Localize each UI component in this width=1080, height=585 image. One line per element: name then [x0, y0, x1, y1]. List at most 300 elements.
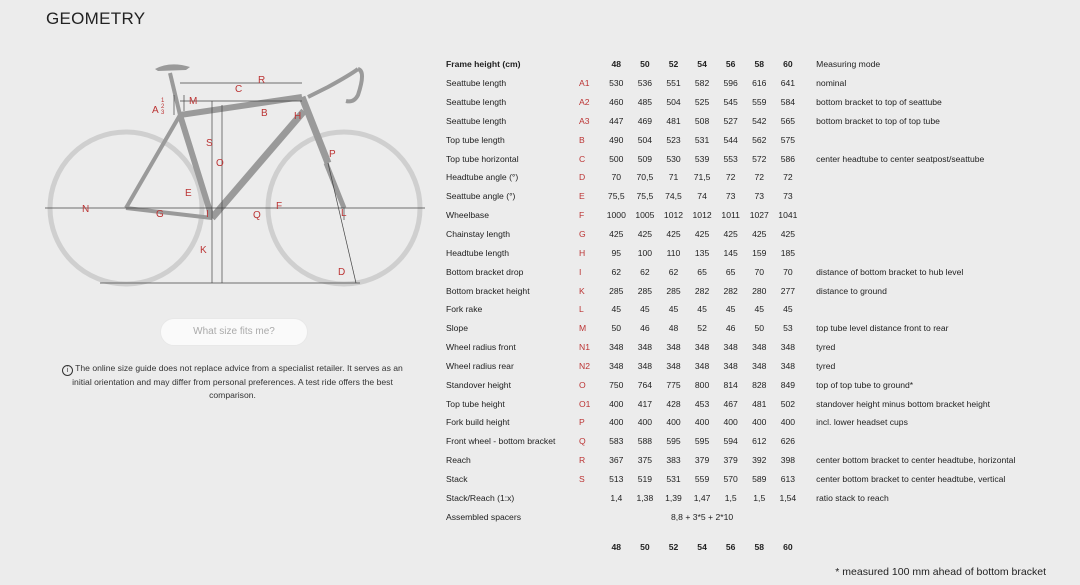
row-value: 400 — [723, 417, 738, 428]
row-value: 348 — [609, 342, 624, 353]
diagram-label-c: C — [235, 84, 243, 95]
table-row — [446, 262, 1015, 281]
row-value: 46 — [725, 323, 736, 334]
row-label: Headtube length — [446, 247, 510, 258]
row-value: 559 — [694, 473, 710, 484]
row-mode — [802, 300, 1015, 319]
row-value: 553 — [723, 153, 738, 164]
row-label: Reach — [446, 455, 471, 466]
diagram-label-r: R — [258, 75, 266, 86]
spacers-value: 8,8 + 3*5 + 2*10 — [671, 511, 734, 522]
row-value: 828 — [752, 379, 767, 390]
disclaimer — [60, 362, 405, 401]
row-value: 379 — [694, 455, 710, 466]
row-value: 582 — [694, 78, 710, 89]
row-label: Seattube angle (°) — [446, 191, 516, 202]
table-row — [446, 225, 1015, 244]
row-label: Chainstay length — [446, 229, 511, 240]
size-footer: 54 — [697, 541, 707, 552]
table-row — [446, 319, 1015, 338]
row-value: 52 — [697, 323, 707, 334]
footnote: * measured 100 mm ahead of bottom bracket — [835, 566, 1046, 578]
diagram-label-a: A — [152, 105, 159, 116]
row-value: 417 — [637, 398, 653, 409]
row-value: 400 — [694, 417, 710, 428]
row-value: 46 — [640, 323, 650, 334]
row-mode: nominal — [816, 78, 847, 89]
row-value: 447 — [609, 115, 624, 126]
row-value: 565 — [780, 115, 796, 126]
row-value: 277 — [780, 285, 796, 296]
size-header: 54 — [697, 59, 707, 70]
disclaimer-text: The online size guide does not replace advice from a specialist retailer. It serves as an initial orientation and may differ from personal preferences. A test ride offers the best comparison. — [72, 363, 403, 400]
row-label: Front wheel - bottom bracket — [446, 436, 556, 447]
page-title: GEOMETRY — [46, 9, 146, 28]
row-code: I — [579, 266, 582, 277]
row-value: 348 — [723, 342, 738, 353]
row-code: R — [579, 455, 586, 466]
diagram-label-e: E — [185, 188, 192, 199]
row-value: 425 — [666, 229, 681, 240]
diagram-label-s: S — [206, 138, 213, 149]
row-value: 75,5 — [636, 191, 654, 202]
row-value: 616 — [752, 78, 767, 89]
row-value: 504 — [637, 134, 653, 145]
row-value: 70 — [611, 172, 622, 183]
row-value: 425 — [694, 229, 710, 240]
row-label: Slope — [446, 323, 468, 334]
row-value: 1041 — [778, 210, 798, 221]
row-value: 348 — [694, 360, 710, 371]
row-value: 72 — [783, 172, 793, 183]
row-value: 594 — [723, 436, 738, 447]
row-value: 62 — [611, 266, 622, 277]
table-row — [446, 243, 1015, 262]
row-value: 100 — [637, 247, 653, 258]
row-value: 400 — [780, 417, 796, 428]
row-value: 285 — [609, 285, 624, 296]
row-value: 379 — [723, 455, 738, 466]
row-code: A1 — [579, 78, 590, 89]
diagram-label-g: G — [156, 209, 164, 220]
table-row — [446, 488, 1015, 507]
row-value: 400 — [637, 417, 653, 428]
row-value: 425 — [752, 229, 767, 240]
size-header: 60 — [783, 59, 793, 70]
diagram-label-q: Q — [253, 210, 261, 221]
row-value: 849 — [780, 379, 796, 390]
diagram-label-l: L — [341, 208, 347, 219]
diagram-label-h: H — [294, 111, 302, 122]
row-value: 145 — [723, 247, 738, 258]
row-value: 62 — [640, 266, 650, 277]
row-value: 612 — [752, 436, 767, 447]
row-code: Q — [579, 436, 586, 447]
row-value: 72 — [754, 172, 765, 183]
row-value: 1027 — [749, 210, 769, 221]
row-value: 62 — [668, 266, 679, 277]
row-code: G — [579, 229, 586, 240]
row-value: 367 — [609, 455, 624, 466]
row-value: 1,39 — [665, 492, 682, 503]
row-value: 775 — [666, 379, 681, 390]
row-value: 45 — [783, 304, 793, 315]
row-code: K — [579, 285, 585, 296]
row-mode — [802, 168, 1015, 187]
row-code: N2 — [579, 360, 590, 371]
row-value: 348 — [637, 342, 653, 353]
size-footer: 58 — [754, 541, 765, 552]
mode-header: Measuring mode — [816, 59, 881, 70]
row-label: Seattube length — [446, 97, 507, 108]
row-value: 348 — [666, 342, 681, 353]
row-value: 72 — [725, 172, 736, 183]
row-value: 596 — [723, 78, 738, 89]
table-row — [446, 300, 1015, 319]
row-value: 641 — [780, 78, 796, 89]
row-value: 73 — [754, 191, 765, 202]
row-value: 460 — [609, 97, 624, 108]
row-value: 500 — [609, 153, 624, 164]
row-value: 575 — [780, 134, 796, 145]
table-row — [446, 394, 1015, 413]
row-value: 50 — [611, 323, 622, 334]
row-value: 527 — [723, 115, 738, 126]
row-value: 485 — [637, 97, 653, 108]
row-value: 531 — [694, 134, 710, 145]
table-row — [446, 375, 1015, 394]
size-header: 48 — [611, 59, 622, 70]
row-value: 1011 — [721, 210, 740, 221]
row-code: A3 — [579, 115, 590, 126]
diagram-label-d: D — [338, 267, 346, 278]
row-value: 348 — [780, 360, 796, 371]
row-mode — [802, 130, 1015, 149]
row-value: 348 — [637, 360, 653, 371]
row-value: 375 — [637, 455, 653, 466]
row-value: 348 — [752, 360, 767, 371]
row-value: 544 — [723, 134, 738, 145]
row-value: 504 — [666, 97, 681, 108]
row-mode: center headtube to center seatpost/seattube — [816, 153, 985, 164]
table-row — [446, 168, 1015, 187]
row-value: 398 — [780, 455, 796, 466]
table-row — [446, 413, 1015, 432]
row-value: 50 — [754, 323, 765, 334]
row-value: 530 — [666, 153, 681, 164]
row-mode: ratio stack to reach — [816, 492, 889, 503]
row-mode: center bottom bracket to center headtube, horizontal — [816, 455, 1016, 466]
table-header-row — [446, 55, 1015, 74]
row-code: C — [579, 153, 586, 164]
diagram-label-b: B — [261, 108, 268, 119]
diagram-label-1: 1 — [161, 98, 165, 104]
row-mode: tyred — [816, 342, 836, 353]
row-value: 400 — [609, 398, 624, 409]
row-mode — [802, 432, 1015, 451]
row-value: 71,5 — [693, 172, 711, 183]
table-row — [446, 93, 1015, 112]
row-value: 481 — [752, 398, 767, 409]
row-mode — [802, 225, 1015, 244]
row-label: Seattube length — [446, 78, 507, 89]
row-value: 508 — [694, 115, 710, 126]
header-label: Frame height (cm) — [446, 59, 521, 70]
row-value: 542 — [752, 115, 767, 126]
table-row — [446, 357, 1015, 376]
row-label: Seattube length — [446, 115, 507, 126]
table-row — [446, 112, 1015, 131]
row-value: 71 — [668, 172, 679, 183]
row-mode: standover height minus bottom bracket height — [816, 398, 991, 409]
row-value: 348 — [666, 360, 681, 371]
row-value: 65 — [697, 266, 707, 277]
size-header: 50 — [640, 59, 650, 70]
size-finder-button[interactable]: What size fits me? — [160, 318, 308, 346]
row-value: 764 — [637, 379, 653, 390]
table-row — [446, 130, 1015, 149]
row-label: Standover height — [446, 379, 511, 390]
row-value: 74,5 — [665, 191, 682, 202]
row-value: 48 — [668, 323, 679, 334]
row-value: 502 — [780, 398, 796, 409]
row-value: 70 — [754, 266, 765, 277]
row-value: 1,5 — [724, 492, 737, 503]
row-value: 425 — [723, 229, 738, 240]
row-value: 1,4 — [610, 492, 623, 503]
table-row — [446, 187, 1015, 206]
row-value: 45 — [697, 304, 707, 315]
row-value: 584 — [780, 97, 796, 108]
table-row — [446, 470, 1015, 489]
size-footer: 56 — [725, 541, 736, 552]
table-footer-size-row — [446, 537, 1015, 556]
row-value: 425 — [780, 229, 796, 240]
row-code: O1 — [579, 398, 591, 409]
diagram-label-m: M — [189, 96, 198, 107]
row-value: 1,54 — [779, 492, 797, 503]
row-code: L — [579, 304, 584, 315]
row-value: 348 — [609, 360, 624, 371]
row-value: 135 — [694, 247, 710, 258]
geometry-table — [446, 55, 1015, 556]
row-value: 45 — [640, 304, 650, 315]
diagram-label-p: P — [329, 149, 336, 160]
row-value: 800 — [694, 379, 710, 390]
row-label: Fork rake — [446, 304, 483, 315]
row-value: 509 — [637, 153, 653, 164]
row-value: 45 — [754, 304, 765, 315]
row-value: 1005 — [635, 210, 655, 221]
row-value: 513 — [609, 473, 624, 484]
table-row — [446, 206, 1015, 225]
row-code: F — [579, 210, 585, 221]
row-code — [579, 488, 602, 507]
size-footer: 50 — [640, 541, 650, 552]
row-value: 589 — [752, 473, 767, 484]
row-label: Headtube angle (°) — [446, 172, 519, 183]
row-value: 73 — [783, 191, 793, 202]
size-footer: 60 — [783, 541, 793, 552]
row-value: 490 — [609, 134, 624, 145]
row-mode: tyred — [816, 360, 836, 371]
row-value: 525 — [694, 97, 710, 108]
row-mode: bottom bracket to top of seattube — [816, 97, 942, 108]
row-value: 45 — [668, 304, 679, 315]
row-value: 586 — [780, 153, 796, 164]
row-value: 523 — [666, 134, 681, 145]
row-value: 551 — [666, 78, 681, 89]
row-value: 392 — [752, 455, 767, 466]
row-value: 400 — [666, 417, 681, 428]
row-mode — [802, 187, 1015, 206]
row-value: 348 — [694, 342, 710, 353]
row-value: 428 — [666, 398, 681, 409]
row-value: 73 — [725, 191, 736, 202]
row-code: P — [579, 417, 585, 428]
row-mode: center bottom bracket to center headtube, vertical — [816, 473, 1006, 484]
row-mode — [802, 243, 1015, 262]
size-header: 56 — [725, 59, 736, 70]
row-code: D — [579, 172, 586, 183]
row-label: Stack/Reach (1:x) — [446, 492, 515, 503]
row-value: 285 — [637, 285, 653, 296]
row-value: 348 — [752, 342, 767, 353]
table-row — [446, 338, 1015, 357]
row-value: 282 — [723, 285, 738, 296]
row-label: Fork build height — [446, 417, 510, 428]
diagram-label-i: I — [206, 209, 209, 220]
row-value: 562 — [752, 134, 767, 145]
row-value: 1,38 — [636, 492, 654, 503]
row-value: 1012 — [692, 210, 712, 221]
table-row — [446, 149, 1015, 168]
row-mode: distance of bottom bracket to hub level — [816, 266, 964, 277]
row-value: 70 — [783, 266, 793, 277]
row-value: 481 — [666, 115, 681, 126]
row-value: 467 — [723, 398, 738, 409]
row-value: 348 — [780, 342, 796, 353]
spacers-row — [446, 507, 1015, 526]
row-label: Wheel radius rear — [446, 360, 514, 371]
row-value: 519 — [637, 473, 653, 484]
row-value: 280 — [752, 285, 767, 296]
row-value: 1,47 — [693, 492, 711, 503]
row-value: 559 — [752, 97, 767, 108]
table-row — [446, 281, 1015, 300]
row-value: 539 — [694, 153, 710, 164]
row-value: 583 — [609, 436, 624, 447]
row-value: 400 — [752, 417, 767, 428]
row-value: 570 — [723, 473, 738, 484]
row-value: 595 — [666, 436, 681, 447]
row-mode: bottom bracket to top of top tube — [816, 115, 940, 126]
row-value: 75,5 — [607, 191, 625, 202]
row-value: 545 — [723, 97, 738, 108]
row-code: B — [579, 134, 585, 145]
row-mode: top tube level distance front to rear — [816, 323, 949, 334]
row-value: 383 — [666, 455, 681, 466]
table-row — [446, 451, 1015, 470]
row-code: O — [579, 379, 586, 390]
diagram-label-3: 3 — [161, 110, 165, 116]
row-value: 282 — [694, 285, 710, 296]
row-value: 613 — [780, 473, 796, 484]
row-value: 53 — [783, 323, 793, 334]
row-code: H — [579, 247, 586, 258]
diagram-label-o: O — [216, 158, 224, 169]
row-code: S — [579, 473, 585, 484]
size-footer: 52 — [668, 541, 679, 552]
diagram-label-f: F — [276, 201, 283, 212]
row-value: 45 — [725, 304, 736, 315]
row-mode: top of top tube to ground* — [816, 379, 914, 390]
spacers-label: Assembled spacers — [446, 511, 521, 522]
row-value: 469 — [637, 115, 653, 126]
size-header: 52 — [668, 59, 679, 70]
row-label: Stack — [446, 473, 468, 484]
row-value: 348 — [723, 360, 738, 371]
row-label: Bottom bracket height — [446, 285, 530, 296]
row-value: 572 — [752, 153, 767, 164]
size-footer: 48 — [611, 541, 622, 552]
row-value: 814 — [723, 379, 738, 390]
info-icon: i — [62, 365, 73, 376]
row-value: 750 — [609, 379, 624, 390]
row-value: 1012 — [663, 210, 684, 221]
table-row — [446, 432, 1015, 451]
row-value: 185 — [780, 247, 796, 258]
row-value: 400 — [609, 417, 624, 428]
row-value: 530 — [609, 78, 624, 89]
row-value: 626 — [780, 436, 796, 447]
row-value: 425 — [609, 229, 624, 240]
row-value: 588 — [637, 436, 653, 447]
row-label: Bottom bracket drop — [446, 266, 524, 277]
row-value: 45 — [611, 304, 622, 315]
bike-geometry-diagram — [40, 45, 430, 305]
row-code: N1 — [579, 342, 590, 353]
row-value: 65 — [725, 266, 736, 277]
row-value: 70,5 — [636, 172, 654, 183]
table-row — [446, 74, 1015, 93]
row-mode: incl. lower headset cups — [816, 417, 908, 428]
row-value: 531 — [666, 473, 681, 484]
row-label: Top tube length — [446, 134, 505, 145]
row-code: M — [579, 323, 587, 334]
row-label: Wheel radius front — [446, 342, 516, 353]
row-value: 536 — [637, 78, 653, 89]
row-mode — [802, 206, 1015, 225]
row-value: 74 — [697, 191, 707, 202]
row-code: A2 — [579, 97, 590, 108]
row-value: 595 — [694, 436, 710, 447]
row-value: 110 — [666, 247, 681, 258]
row-label: Top tube height — [446, 398, 505, 409]
row-value: 159 — [752, 247, 767, 258]
row-label: Wheelbase — [446, 210, 489, 221]
row-label: Top tube horizontal — [446, 153, 519, 164]
diagram-label-2: 2 — [161, 104, 165, 110]
row-value: 1,5 — [753, 492, 766, 503]
row-value: 425 — [637, 229, 653, 240]
row-code: E — [579, 191, 585, 202]
row-value: 1000 — [606, 210, 626, 221]
row-value: 285 — [666, 285, 681, 296]
row-mode: distance to ground — [816, 285, 887, 296]
diagram-label-n: N — [82, 204, 90, 215]
row-value: 453 — [694, 398, 710, 409]
